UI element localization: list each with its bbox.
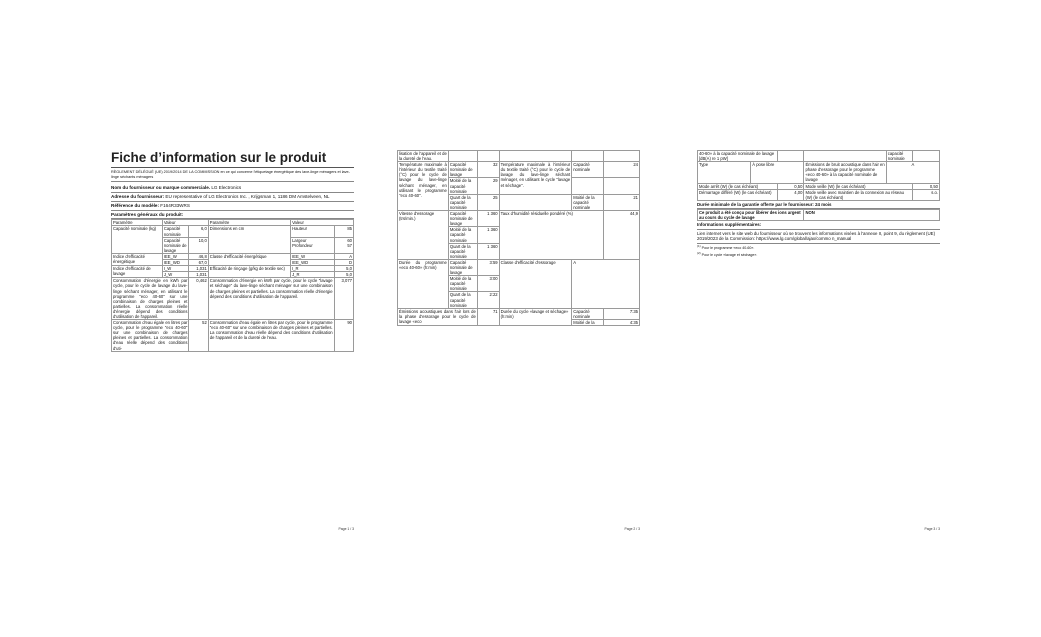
document-page-1 [111, 150, 354, 533]
capacity-full-value: 6,0 [189, 226, 208, 237]
width-label: Largeur [292, 237, 307, 243]
model-row [111, 202, 354, 211]
general-params-heading [111, 211, 354, 220]
depth-value: 57 [347, 242, 352, 248]
water-value: 52 [189, 320, 208, 352]
wd-duration-full-label: Capacité nominale [572, 308, 603, 319]
continued-label: 40-60» à la capacité nominale de lavage [dB(A) re 1 pW] [698, 151, 778, 162]
header-param-2: Paramètre [208, 220, 290, 226]
jr-sub: J_R [291, 272, 335, 278]
wd-duration-half-label: Moitié de la [572, 319, 603, 325]
model-value: F164R33WRS [160, 202, 190, 208]
document-page-3 [697, 150, 940, 533]
duration-full-label: Capacité nominale de lavage [448, 259, 477, 275]
capacity-wash-value: 10,0 [189, 237, 208, 253]
eei-class-label: Classe d'efficacité énergétique [208, 253, 290, 265]
supplier-label: Nom du fournisseur ou marque commerciale. [111, 185, 211, 191]
temp-full-value: 32 [477, 162, 499, 178]
capacity-full-label: Capacité nominale [162, 226, 189, 237]
temp-wd-label: Température maximale à l'intérieur du textile traité (°C) pour le cycle de lavage du lave-linge séchant ménager, en utilisant le cycle "lavage et séchage". [499, 162, 572, 195]
eei-label: Indice d'efficacité énergétique [112, 253, 163, 265]
jr-value: 5,0 [334, 272, 353, 278]
spin-class-label: Classe d'efficacité d'essorage [499, 259, 572, 308]
duration-full-value: 3:59 [477, 259, 499, 275]
ir-sub: I_R [291, 266, 335, 272]
header-value-2: Valeur [291, 220, 354, 226]
page-number: Page 2 / 3 [624, 527, 640, 531]
temp-wd-full-value: 24 [603, 162, 639, 178]
water-wd-value: 90 [334, 320, 353, 352]
standby-value: 0,50 [913, 183, 940, 189]
jw-sub: J_W [162, 272, 189, 278]
regulation-text: RÈGLEMENT DÉLÉGUÉ (UE) 2019/2014 DE LA COMMISSION en ce qui concerne l'étiquetage énergétique des lave-linge ménagers et lave-linge séchants ménagers [111, 170, 354, 182]
height-label: Hauteur [291, 226, 335, 237]
duration-quarter-label: Quart de la capacité nominale [448, 292, 477, 308]
spin-quarter-label: Quart de la capacité nominale [448, 243, 477, 259]
energy-wd-value: 3,077 [334, 278, 353, 320]
temp-half-value: 29 [477, 178, 499, 194]
height-value: 85 [334, 226, 353, 237]
ir-value: 5,0 [334, 266, 353, 272]
eei-class-value: A [334, 253, 353, 259]
spin-quarter-value: 1 360 [477, 243, 499, 259]
page-number: Page 1 / 3 [338, 527, 354, 531]
temp-quarter-label: Quart de la capacité nominale [448, 194, 477, 210]
duration-half-value: 3:00 [477, 276, 499, 292]
footnote-2: $^{(2)}$ Pour le cycle «lavage et séchage». [697, 250, 758, 258]
rinse-label: Efficacité de rinçage (g/kg de textile sec) [208, 266, 290, 278]
address-value: EU representative of LG Electronics Inc. , Krijgsman 1, 1186 DM Amstelveen, NL [165, 193, 330, 199]
delay-start-value: 4,00 [777, 189, 804, 200]
address-label: Adresse du fournisseur: [111, 193, 165, 199]
width-value: 60 [347, 237, 352, 243]
noise-class-value: A [886, 162, 939, 183]
water-wd-label: Consommation d'eau égale en litres par cycle, pour le programme "eco 40-60" sur une combinaison de charges pleines et partielles. La consommation d'eau réelle dépend des conditions d'utilisation de l'appareil et de la dureté de l'eau. [208, 320, 334, 352]
continued-right: capacité nominale [886, 151, 913, 162]
silver-ions-value: NON [804, 210, 940, 221]
eei-class-sub: IEE_W [291, 253, 335, 259]
table-row [112, 278, 354, 320]
moisture-label: Taux d'humidité résiduelle pondéré (%) [499, 211, 603, 260]
eei-class-value-2: D [334, 260, 353, 266]
noise-label: Émissions acoustiques dans l'air lors de la phase d'essorage pour le cycle de lavage «eco [399, 308, 476, 324]
noise-value: 71 [477, 308, 499, 325]
dimensions-label: Dimensions en cm [208, 226, 290, 253]
dims-subcell [291, 237, 335, 253]
params-table-1 [111, 219, 354, 351]
wd-duration-half-value: 4:35 [603, 319, 639, 325]
address-row [111, 193, 354, 202]
temp-wd-full-label: Capacité nominale [572, 162, 603, 178]
table-row [398, 211, 640, 227]
capacity-label: Capacité nominale (kg) [112, 226, 163, 253]
iw-sub: I_W [162, 266, 189, 272]
energy-value: 0,462 [189, 278, 208, 320]
temp-wd-half-label: Moitié de la capacité nominale [572, 194, 603, 210]
footnote-1: $^{(1)}$ Pour le programme «eco 40-60». [697, 243, 755, 250]
eei-value: 46,8 [189, 253, 208, 259]
spin-class-value: A [572, 259, 640, 308]
table-row [698, 151, 940, 162]
moisture-value: 44,9 [603, 211, 639, 260]
network-standby-value: s.o. [913, 189, 940, 200]
temp-quarter-value: 25 [477, 194, 499, 210]
wash-index-label: Indice d'efficacité de lavage [112, 266, 163, 278]
footnote-1-text: Pour le programme «eco 40-60». [701, 245, 755, 250]
page-number: Page 3 / 3 [924, 527, 940, 531]
table-row [112, 320, 354, 352]
type-label: Type [698, 162, 751, 183]
silver-ions-label: Ce produit a été conçu pour libérer des ions argent au cours du cycle de lavage [698, 210, 804, 221]
table-row [698, 189, 940, 200]
network-standby-label: Mode veille avec maintien de la connexion au réseau (W) (le cas échéant) [804, 189, 913, 200]
eei-sub: IEE_W [162, 253, 189, 259]
temp-label: Température maximale à l'intérieur du textile traité (°C) pour le cycle de lavage du lave-linge séchant ménager, en utilisant le programme "eco 40-60". [398, 162, 449, 211]
supplier-value: LG Electronics [211, 185, 242, 191]
off-mode-value: 0,50 [777, 183, 804, 189]
spin-half-label: Moitié de la capacité nominale [448, 227, 477, 243]
spin-full-value: 1 360 [477, 211, 499, 227]
eei-value-2: 67,0 [189, 260, 208, 266]
spin-label: Vitesse d'essorage (trs/min.) [398, 211, 449, 260]
off-mode-label: Mode arrêt (W) (le cas échéant) [698, 183, 778, 189]
table-row [698, 162, 940, 183]
extra-info-text: Lien internet vers le site web du fournisseur où se trouvent les informations visées à l'annexe II, point 9, du règlement (UE) 2019/2023 de la Commission: https://www.lg.com/global/ajax/commo n_manual [697, 230, 940, 244]
params-table-3 [697, 150, 940, 201]
footnote-2-text: Pour le cycle «lavage et séchage». [701, 253, 758, 258]
general-params-label: Paramètres généraux du produit: [111, 211, 184, 217]
spin-full-label: Capacité nominale de lavage [448, 211, 477, 227]
params-table-2 [397, 150, 640, 326]
iw-value: 1,031 [189, 266, 208, 272]
wd-duration-full-value: 7:35 [603, 308, 639, 319]
table-row [698, 210, 940, 221]
eei-class-sub-2: IEE_WD [291, 260, 335, 266]
header-param: Paramètre [112, 220, 163, 226]
type-value: À pose libre [751, 162, 804, 183]
wd-duration-label: Durée du cycle «lavage et séchage» (h:min) [499, 308, 572, 325]
noise-class-label: Émissions de bruit acoustique dans l'air en phase d'essorage pour le programme «eco 40-60» à la capacité nominale de lavage [805, 162, 885, 183]
jw-value: 1,031 [189, 272, 208, 278]
extra-info-heading: Informations supplémentaires: [697, 221, 940, 229]
temp-half-label: Moitié de la capacité nominale [448, 178, 477, 194]
continued-label: lisation de l'appareil et de la dureté de l'eau. [399, 151, 447, 162]
eei-sub-2: IEE_WD [162, 260, 189, 266]
table-row [398, 151, 640, 162]
warranty-row: Durée minimale de la garantie offerte par le fournisseur: 24 mois [697, 201, 940, 209]
silver-ions-table [697, 209, 940, 221]
document-page-2 [397, 150, 640, 533]
table-row [398, 162, 640, 178]
water-label: Consommation d'eau égale en litres par cycle, pour le programme "eco 40-60" sur une combinaison de charges pleines et partielles. La consommation d'eau réelle dépend des conditions d'uti- [113, 320, 188, 351]
standby-label: Mode veille (W) (le cas échéant) [804, 183, 913, 189]
document-title: Fiche d’information sur le produit [111, 150, 354, 168]
delay-start-label: Démarrage différé (W) (le cas échéant) [698, 189, 778, 200]
duration-half-label: Moitié de la capacité nominale [448, 276, 477, 292]
temp-wd-half-value: 21 [603, 194, 639, 210]
temp-full-label: Capacité nominale de lavage [448, 162, 477, 178]
table-row [112, 226, 354, 237]
duration-label: Durée du programme «eco 40-60» (h:min) [398, 259, 449, 308]
duration-quarter-value: 2:22 [477, 292, 499, 308]
energy-wd-label: Consommation d'énergie en kWh par cycle, pour le cycle "lavage et séchage" du lave-linge séchant ménager sur une combinaison de charges pleines et partielles. La consommation réelle d'énergie dépend des conditions d'utilisation de l'appareil. [208, 278, 334, 320]
dims-subvalue [334, 237, 353, 253]
model-label: Référence du modèle: [111, 202, 159, 208]
depth-label: Profondeur [292, 242, 313, 248]
capacity-wash-label: Capacité nominale de lavage [162, 237, 189, 253]
header-value: Valeur [162, 220, 208, 226]
table-row [398, 308, 640, 319]
supplier-row [111, 184, 354, 193]
energy-label: Consommation d'énergie en kWh par cycle, pour le cycle de lavage du lave-linge séchant ménager, en utilisant le programme "eco 40-60" sur une combinaison de charges pleines et partielles. La consommation réelle d'énergie dépend des conditions d'utilisation de l'appareil. [113, 278, 188, 319]
spin-half-value: 1 360 [477, 227, 499, 243]
table-row [398, 259, 640, 275]
